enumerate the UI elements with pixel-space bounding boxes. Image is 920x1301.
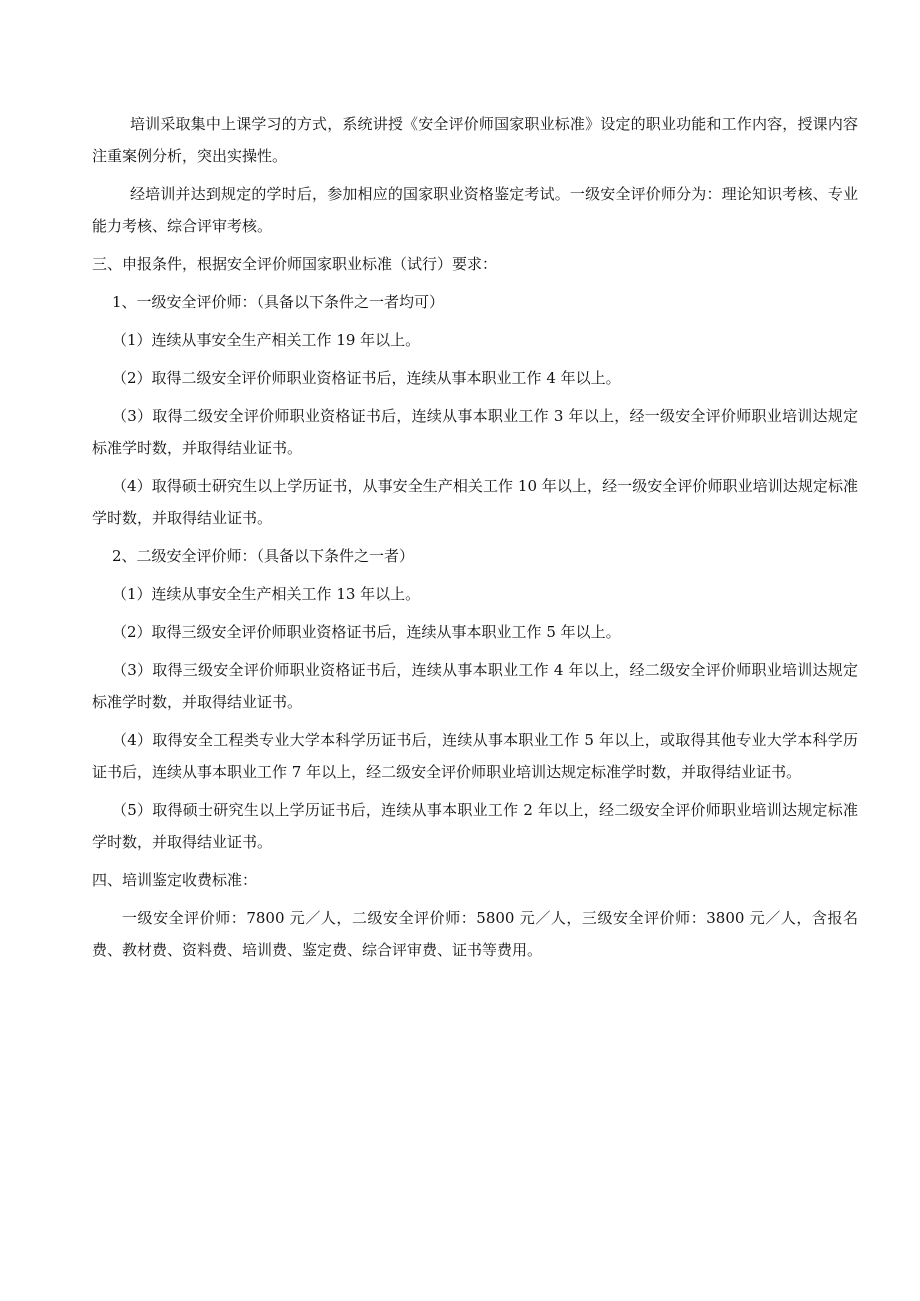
list-item-level-one-1: （1）连续从事安全生产相关工作 19 年以上。 [112, 331, 421, 349]
paragraph-training-method: 培训采取集中上课学习的方式，系统讲授《安全评价师国家职业标准》设定的职业功能和工作内容，授课内容注重案例分析，突出实操性。 [92, 115, 858, 165]
section-heading-application-conditions: 三、申报条件，根据安全评价师国家职业标准（试行）要求： [92, 255, 498, 273]
list-item-level-two-2: （2）取得三级安全评价师职业资格证书后，连续从事本职业工作 5 年以上。 [112, 623, 621, 641]
list-item-level-one-2: （2）取得二级安全评价师职业资格证书后，连续从事本职业工作 4 年以上。 [112, 369, 621, 387]
list-item-level-two-3: （3）取得三级安全评价师职业资格证书后，连续从事本职业工作 4 年以上，经二级安全评价师职业培训达规定标准学时数，并取得结业证书。 [92, 661, 858, 711]
list-item-level-two-5: （5）取得硕士研究生以上学历证书后，连续从事本职业工作 2 年以上，经二级安全评价师职业培训达规定标准学时数，并取得结业证书。 [92, 801, 858, 851]
section-heading-fees: 四、培训鉴定收费标准： [92, 871, 258, 889]
paragraph-fee-details: 一级安全评价师：7800 元／人，二级安全评价师：5800 元／人，三级安全评价师：3800 元／人，含报名费、教材费、资料费、培训费、鉴定费、综合评审费、证书等费用。 [92, 909, 858, 959]
subheading-level-one: 1、一级安全评价师：（具备以下条件之一者均可） [112, 293, 445, 311]
paragraph-exam-description: 经培训并达到规定的学时后，参加相应的国家职业资格鉴定考试。一级安全评价师分为：理论知识考核、专业能力考核、综合评审考核。 [92, 185, 858, 235]
list-item-level-one-3: （3）取得二级安全评价师职业资格证书后，连续从事本职业工作 3 年以上，经一级安全评价师职业培训达规定标准学时数，并取得结业证书。 [92, 407, 858, 457]
list-item-level-one-4: （4）取得硕士研究生以上学历证书，从事安全生产相关工作 10 年以上，经一级安全评价师职业培训达规定标准学时数，并取得结业证书。 [92, 477, 858, 527]
document-page [92, 108, 858, 966]
list-item-level-two-1: （1）连续从事安全生产相关工作 13 年以上。 [112, 585, 421, 603]
list-item-level-two-4: （4）取得安全工程类专业大学本科学历证书后，连续从事本职业工作 5 年以上，或取得其他专业大学本科学历证书后，连续从事本职业工作 7 年以上，经二级安全评价师职业培训达规定标准学时数，并取得结业证书。 [92, 731, 858, 781]
subheading-level-two: 2、二级安全评价师：（具备以下条件之一者） [112, 547, 415, 565]
